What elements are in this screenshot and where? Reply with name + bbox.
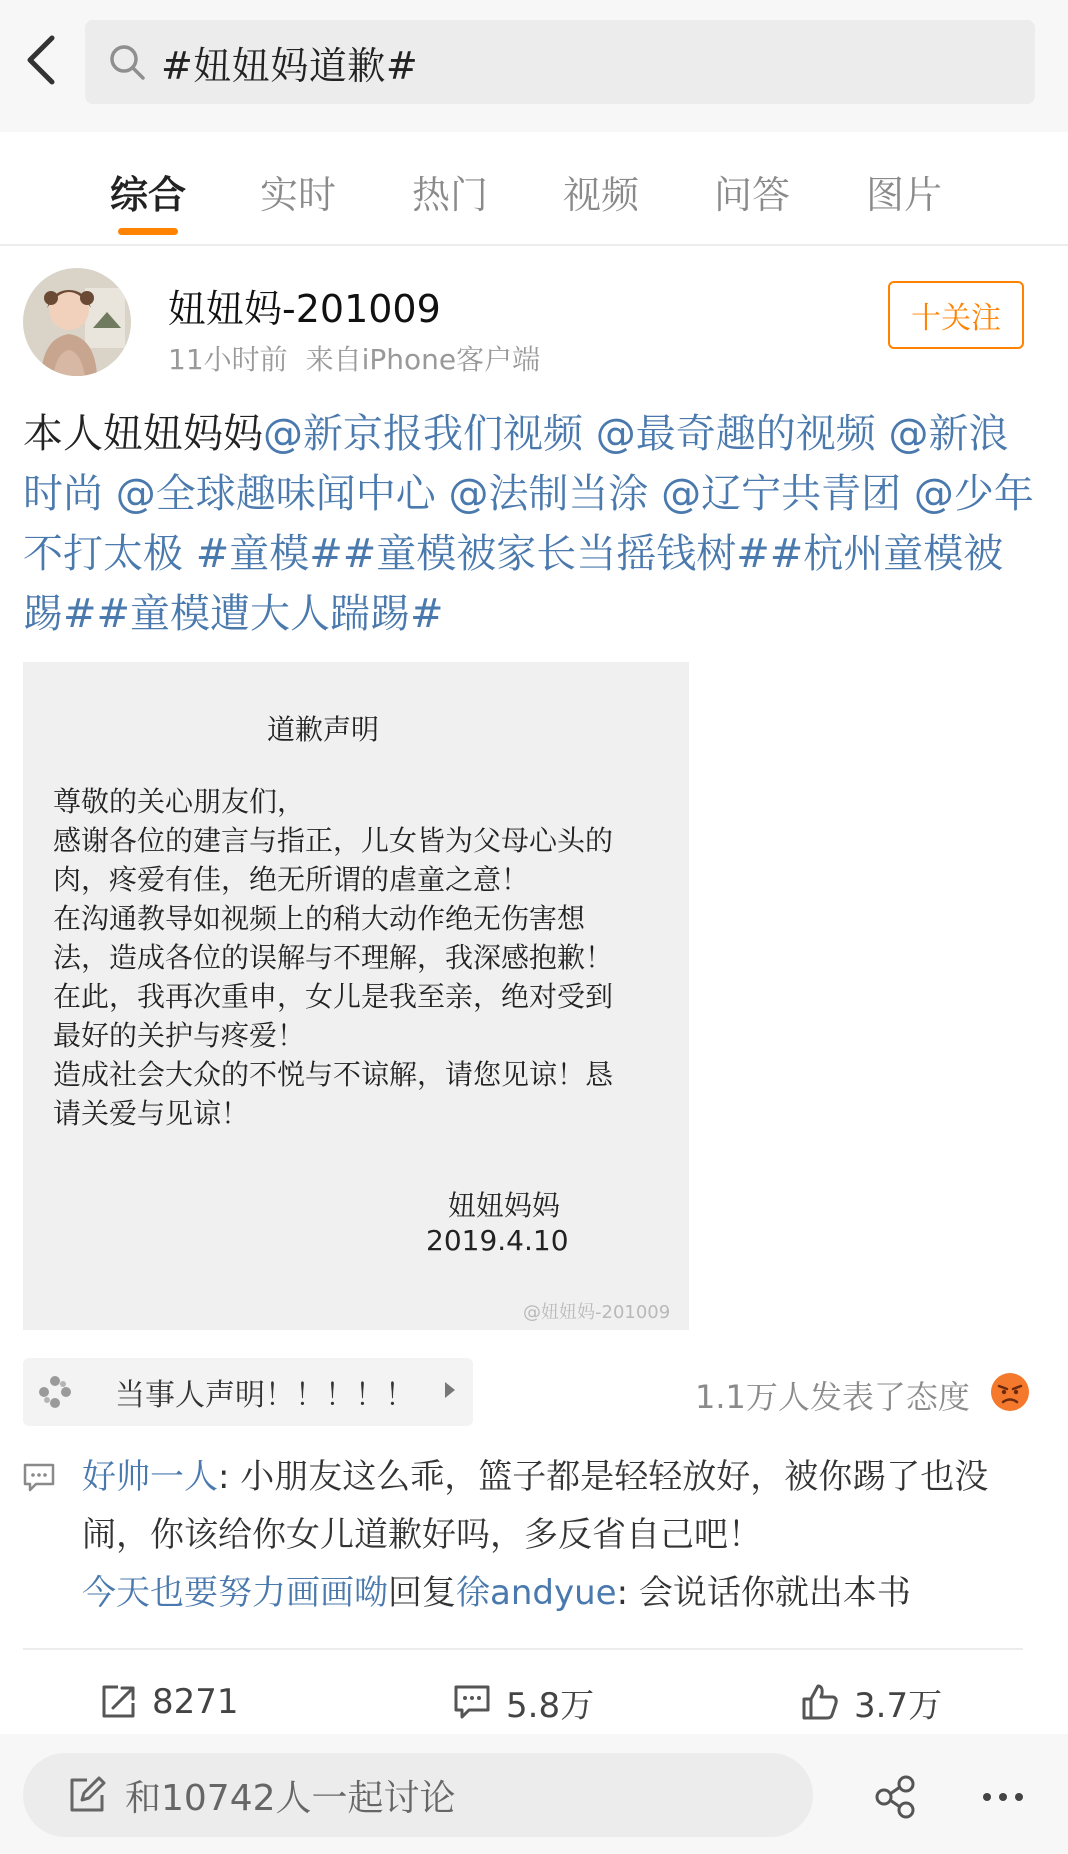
- post-username[interactable]: 妞妞妈-201009: [168, 287, 441, 331]
- repost-icon: [98, 1682, 138, 1722]
- statement-signature: 妞妞妈妈: [448, 1189, 561, 1222]
- comment-button[interactable]: [452, 1672, 594, 1732]
- search-query: #妞妞妈道歉#: [161, 43, 419, 88]
- post-time: 11小时前: [168, 343, 288, 376]
- hashtag-link[interactable]: #童模#: [195, 531, 343, 577]
- statement-line: 法，造成各位的误解与不理解，我深感抱歉！: [53, 941, 614, 974]
- mention-link[interactable]: @新浪时尚: [23, 411, 1009, 517]
- hashtag-link[interactable]: #杭州童模被踢#: [23, 531, 1004, 637]
- back-arrow-icon: [22, 30, 62, 90]
- comment-bubble-icon: [22, 1462, 56, 1494]
- tab-images[interactable]: 图片: [866, 173, 943, 217]
- more-icon: [981, 1791, 1025, 1803]
- comment-item: [82, 1564, 1032, 1622]
- mention-link[interactable]: @新京报我们视频: [263, 411, 583, 457]
- mention-link[interactable]: @全球趣味闻中心: [115, 471, 436, 517]
- mention-link[interactable]: @法制当涂: [448, 471, 649, 517]
- statement-line: 尊敬的关心朋友们，: [53, 785, 306, 818]
- hashtag-link[interactable]: #童模遭大人踹踢#: [96, 591, 444, 637]
- repost-count: 8271: [152, 1682, 239, 1722]
- post-text-intro: 本人妞妞妈妈: [23, 411, 263, 457]
- tab-hot[interactable]: 热门: [412, 173, 489, 217]
- statement-line: 请关爱与见谅！: [53, 1097, 250, 1130]
- comment-user[interactable]: 今天也要努力画画呦: [82, 1573, 388, 1613]
- comment-text: 会说话你就出本书: [638, 1573, 911, 1613]
- angry-emoji-icon[interactable]: [990, 1372, 1030, 1412]
- avatar[interactable]: [23, 268, 131, 376]
- comment-separator: :: [218, 1457, 241, 1497]
- tab-realtime[interactable]: 实时: [260, 173, 337, 217]
- topic-pill[interactable]: [23, 1358, 473, 1426]
- share-icon[interactable]: [870, 1772, 920, 1822]
- more-button[interactable]: [978, 1772, 1028, 1822]
- statement-line: 感谢各位的建言与指正，儿女皆为父母心头的: [53, 824, 614, 857]
- like-count: 3.7万: [854, 1685, 943, 1726]
- pinwheel-icon: [35, 1372, 75, 1412]
- tab-comprehensive[interactable]: 综合: [110, 173, 187, 217]
- post-image[interactable]: [23, 662, 689, 1330]
- repost-button[interactable]: [98, 1672, 239, 1732]
- comment-count: 5.8万: [506, 1685, 595, 1726]
- discussion-placeholder: 和10742人一起讨论: [125, 1777, 456, 1819]
- search-input[interactable]: [85, 20, 1035, 104]
- reply-word: 回复: [388, 1573, 456, 1613]
- statement-title: 道歉声明: [266, 713, 379, 746]
- search-icon: [107, 42, 147, 82]
- comment-item: [82, 1448, 1032, 1564]
- like-button[interactable]: [800, 1672, 942, 1732]
- reply-target-user[interactable]: 徐andyue: [456, 1573, 617, 1613]
- mention-link[interactable]: @辽宁共青团: [661, 471, 902, 517]
- follow-button[interactable]: 十关注: [888, 281, 1024, 349]
- mention-link[interactable]: @少年不打太极: [23, 471, 1034, 577]
- mention-link[interactable]: @最奇趣的视频: [595, 411, 876, 457]
- topic-label: 当事人声明！！！！！: [115, 1378, 415, 1413]
- comment-text: 小朋友这么乖，篮子都是轻轻放好，被你踢了也没闹，你该给你女儿道歉好吗，多反省自己吧！: [82, 1457, 989, 1555]
- tabs-divider: [0, 244, 1068, 246]
- comment-user[interactable]: 好帅一人: [82, 1457, 218, 1497]
- post-source: 来自iPhone客户端: [305, 343, 541, 376]
- discussion-input[interactable]: [23, 1753, 813, 1837]
- hashtag-link[interactable]: #童模被家长当摇钱树#: [342, 531, 770, 577]
- tab-qa[interactable]: 问答: [714, 173, 791, 217]
- attitude-count[interactable]: 1.1万人发表了态度: [695, 1378, 970, 1416]
- active-tab-indicator: [118, 228, 178, 235]
- statement-line: 肉，疼爱有佳，绝无所谓的虐童之意！: [53, 863, 530, 896]
- statement-line: 在此，我再次重申，女儿是我至亲，绝对受到: [53, 980, 614, 1013]
- tab-video[interactable]: 视频: [563, 173, 640, 217]
- comment-icon: [452, 1682, 492, 1722]
- post-text: [23, 404, 1043, 644]
- statement-date: 2019.4.10: [426, 1224, 569, 1257]
- thumbs-up-icon: [800, 1682, 840, 1722]
- statement-line: 造成社会大众的不悦与不谅解，请您见谅！恳: [53, 1058, 614, 1091]
- statement-line: 最好的关护与疼爱！: [53, 1019, 306, 1052]
- post-meta: [168, 338, 540, 378]
- play-arrow-icon: [445, 1382, 455, 1398]
- statement-line: 在沟通教导如视频上的稍大动作绝无伤害想: [53, 902, 586, 935]
- image-watermark: @妞妞妈-201009: [523, 1302, 671, 1323]
- back-button[interactable]: [12, 20, 72, 100]
- actions-divider: [23, 1648, 1023, 1650]
- statement-text: [53, 782, 673, 1133]
- avatar-image: [23, 268, 131, 376]
- edit-icon: [67, 1775, 107, 1815]
- comment-separator: :: [616, 1573, 639, 1613]
